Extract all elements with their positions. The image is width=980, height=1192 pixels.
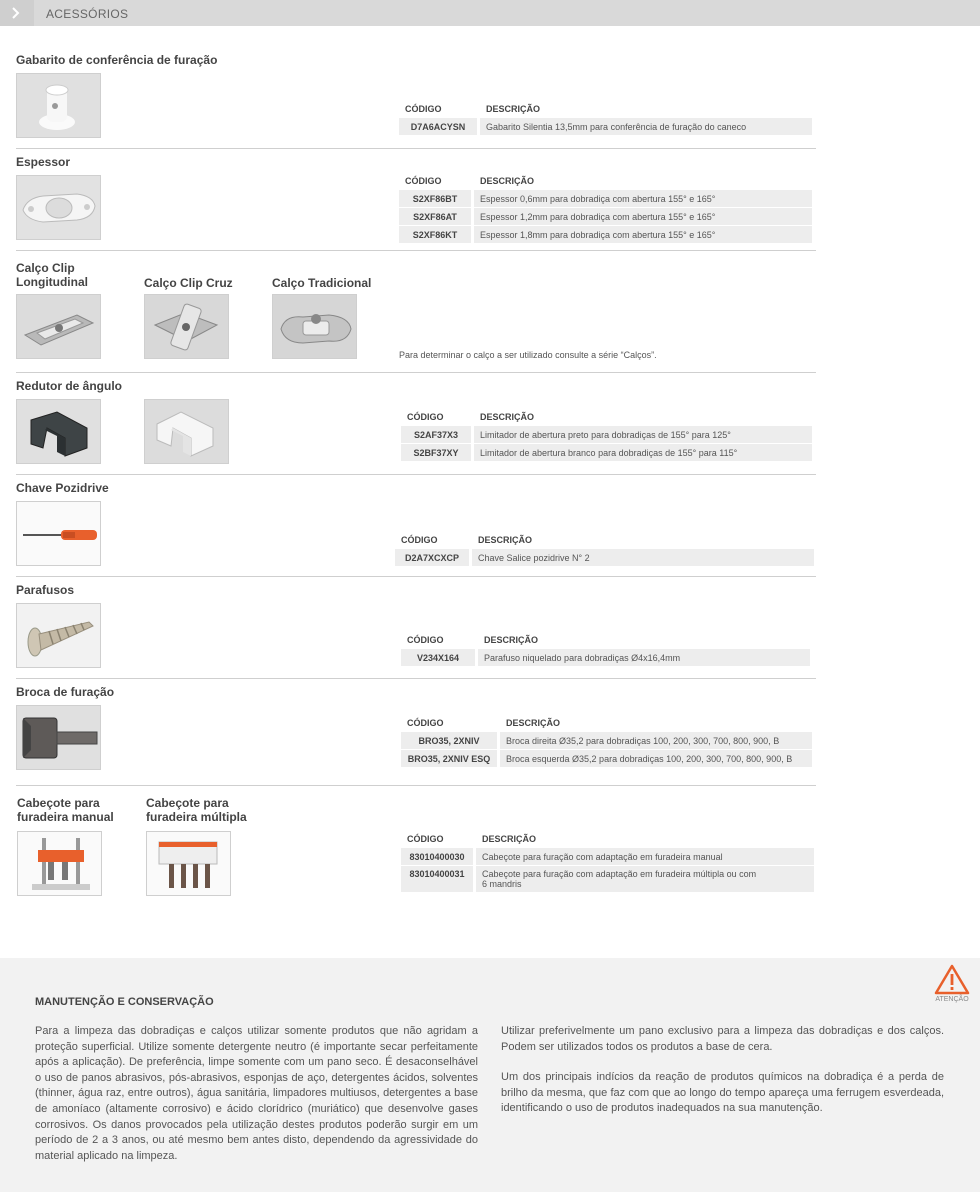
table-row	[399, 226, 812, 243]
divider	[16, 372, 816, 373]
product-code: S2XF86AT	[399, 208, 474, 225]
cabecote-table	[401, 829, 814, 893]
title-line: Cabeçote para	[17, 796, 100, 810]
divider	[16, 250, 816, 251]
section-title-calco-tradicional: Calço Tradicional	[272, 276, 372, 290]
section-title-broca: Broca de furação	[16, 685, 115, 699]
product-desc: 6 mandris	[482, 879, 522, 889]
product-desc: Chave Salice pozidrive N° 2	[472, 549, 814, 566]
column-header-code: CÓDIGO	[407, 411, 444, 422]
section-title-gabarito: Gabarito de conferência de furação	[16, 53, 218, 67]
title-line: Calço Clip	[16, 261, 75, 275]
section-title-calco-clip-cruz: Calço Clip Cruz	[144, 276, 233, 290]
section-title-cabecote-multipla	[146, 796, 247, 824]
title-line: furadeira múltipla	[146, 810, 247, 824]
product-desc: Espessor 1,2mm para dobradiça com abertura 155° e 165°	[474, 208, 812, 225]
column-header-code: CÓDIGO	[407, 717, 444, 728]
calco-longitudinal-image	[16, 294, 101, 359]
product-desc: Gabarito Silentia 13,5mm para conferência de furação do caneco	[480, 118, 812, 135]
calco-tradicional-image	[272, 294, 357, 359]
chave-image	[16, 501, 101, 566]
calco-cruz-image	[144, 294, 229, 359]
product-code: V234X164	[401, 649, 478, 666]
column-header-code: CÓDIGO	[407, 634, 444, 645]
table-row	[399, 208, 812, 225]
column-header-code: CÓDIGO	[405, 103, 442, 114]
section-title-chave: Chave Pozidrive	[16, 481, 109, 495]
table-row	[401, 444, 812, 461]
product-desc: Broca direita Ø35,2 para dobradiças 100, 200, 300, 700, 800, 900, B	[500, 732, 812, 749]
table-row	[401, 649, 810, 666]
divider	[16, 148, 816, 149]
column-header-desc: DESCRIÇÃO	[480, 411, 535, 422]
table-row	[401, 750, 812, 767]
calcos-note: Para determinar o calço a ser utilizado consulte a série “Calços”.	[399, 350, 657, 360]
chave-table	[395, 530, 814, 567]
product-code: S2XF86KT	[399, 226, 474, 243]
table-row	[401, 866, 814, 892]
espessor-image	[16, 175, 101, 240]
column-header-desc: DESCRIÇÃO	[478, 534, 533, 545]
product-desc: Cabeçote para furação com adaptação em furadeira manual	[476, 848, 814, 865]
maintenance-text-right-2: Um dos principais indícios da reação de produtos químicos na dobradiça é a perda de brilho da mesma, que faz com que ao longo do tempo apareça uma ferrugem esverdeada, identificando o uso de produtos inadequados na sua manutenção.	[501, 1071, 944, 1115]
divider	[16, 576, 816, 577]
parafusos-table	[401, 630, 810, 667]
section-title-calco-clip-longitudinal	[16, 261, 88, 289]
divider	[16, 678, 816, 679]
column-header-desc: DESCRIÇÃO	[480, 175, 535, 186]
product-code: BRO35, 2XNIV ESQ	[401, 750, 500, 767]
product-desc: Broca esquerda Ø35,2 para dobradiças 100, 200, 300, 700, 800, 900, B	[500, 750, 812, 767]
warning-badge	[932, 963, 972, 1007]
divider	[16, 785, 816, 786]
broca-image	[16, 705, 101, 770]
cabecote-multipla-image	[146, 831, 231, 896]
redutor-table	[401, 407, 812, 462]
divider	[16, 474, 816, 475]
maintenance-section	[0, 958, 980, 1192]
parafuso-image	[16, 603, 101, 668]
redutor-preto-image	[16, 399, 101, 464]
column-header-desc: DESCRIÇÃO	[482, 833, 537, 844]
warning-label: ATENÇÃO	[935, 996, 969, 1003]
product-code: 83010400030	[401, 848, 476, 865]
chevron-right-icon[interactable]	[0, 0, 34, 26]
column-header-desc: DESCRIÇÃO	[486, 103, 541, 114]
product-desc: Espessor 0,6mm para dobradiça com abertura 155° e 165°	[474, 190, 812, 207]
table-row	[401, 848, 814, 865]
product-code: S2AF37X3	[401, 426, 474, 443]
product-desc: Cabeçote para furação com adaptação em furadeira múltipla ou com	[482, 869, 757, 879]
espessor-table	[399, 171, 812, 244]
table-row	[401, 732, 812, 749]
table-row	[399, 118, 812, 135]
product-desc: Parafuso niquelado para dobradiças Ø4x16,4mm	[478, 649, 810, 666]
product-desc: Limitador de abertura branco para dobradiças de 155° para 115°	[474, 444, 812, 461]
table-row	[399, 190, 812, 207]
title-line: Cabeçote para	[146, 796, 229, 810]
section-title-espessor: Espessor	[16, 155, 71, 169]
column-header-desc: DESCRIÇÃO	[506, 717, 561, 728]
warning-icon	[932, 963, 972, 997]
product-code: S2BF37XY	[401, 444, 474, 461]
maintenance-text-left: Para a limpeza das dobradiças e calços utilizar somente produtos que não agridam a proteção superficial. Utilize somente detergente neutro (é importante secar perfeitamente após a aplicação). De preferência, limpe somente com um pano seco. É desaconselhável o uso de panos abrasivos, pós-abrasivos, esponjas de aço, detergentes ácidos, solventes (thinner, água raz, entre outros), água sanitária, limpadores multiusos, detergentes a base de amoníaco (altamente corrosivo) e ácido clorídrico (muriático) que desenvolve gases corrosivos. Os danos provocados pela utilização destes produtos poderão surgir em um período de 2 a 3 anos, ou até mesmo bem antes disto, dependendo da agressividade do material aplicado na limpeza.	[35, 1025, 478, 1162]
column-header-code: CÓDIGO	[401, 534, 438, 545]
column-header-desc: DESCRIÇÃO	[484, 634, 539, 645]
section-title-cabecote-manual	[17, 796, 114, 824]
table-row	[395, 549, 814, 566]
column-header-code: CÓDIGO	[405, 175, 442, 186]
product-code: D2A7XCXCP	[395, 549, 472, 566]
title-line: furadeira manual	[17, 810, 114, 824]
product-code: 83010400031	[401, 866, 476, 892]
section-title-redutor: Redutor de ângulo	[16, 379, 122, 393]
product-code: S2XF86BT	[399, 190, 474, 207]
product-desc: Limitador de abertura preto para dobradiças de 155° para 125°	[474, 426, 812, 443]
table-row	[401, 426, 812, 443]
maintenance-title: MANUTENÇÃO E CONSERVAÇÃO	[35, 996, 214, 1008]
maintenance-text-right-1: Utilizar preferivelmente um pano exclusivo para a limpeza das dobradiças e dos calços. Podem ser utilizados todos os produtos a base de cera.	[501, 1025, 944, 1053]
redutor-branco-image	[144, 399, 229, 464]
broca-table	[401, 713, 812, 768]
product-code: BRO35, 2XNIV	[401, 732, 500, 749]
cabecote-manual-image	[17, 831, 102, 896]
column-header-code: CÓDIGO	[407, 833, 444, 844]
gabarito-table	[399, 99, 812, 136]
title-line: Longitudinal	[16, 275, 88, 289]
section-header-bar	[0, 0, 980, 26]
gabarito-image	[16, 73, 101, 138]
product-code: D7A6ACYSN	[399, 118, 480, 135]
section-title-parafusos: Parafusos	[16, 583, 75, 597]
product-desc: Espessor 1,8mm para dobradiça com abertura 155° e 165°	[474, 226, 812, 243]
page-title: ACESSÓRIOS	[46, 7, 129, 21]
